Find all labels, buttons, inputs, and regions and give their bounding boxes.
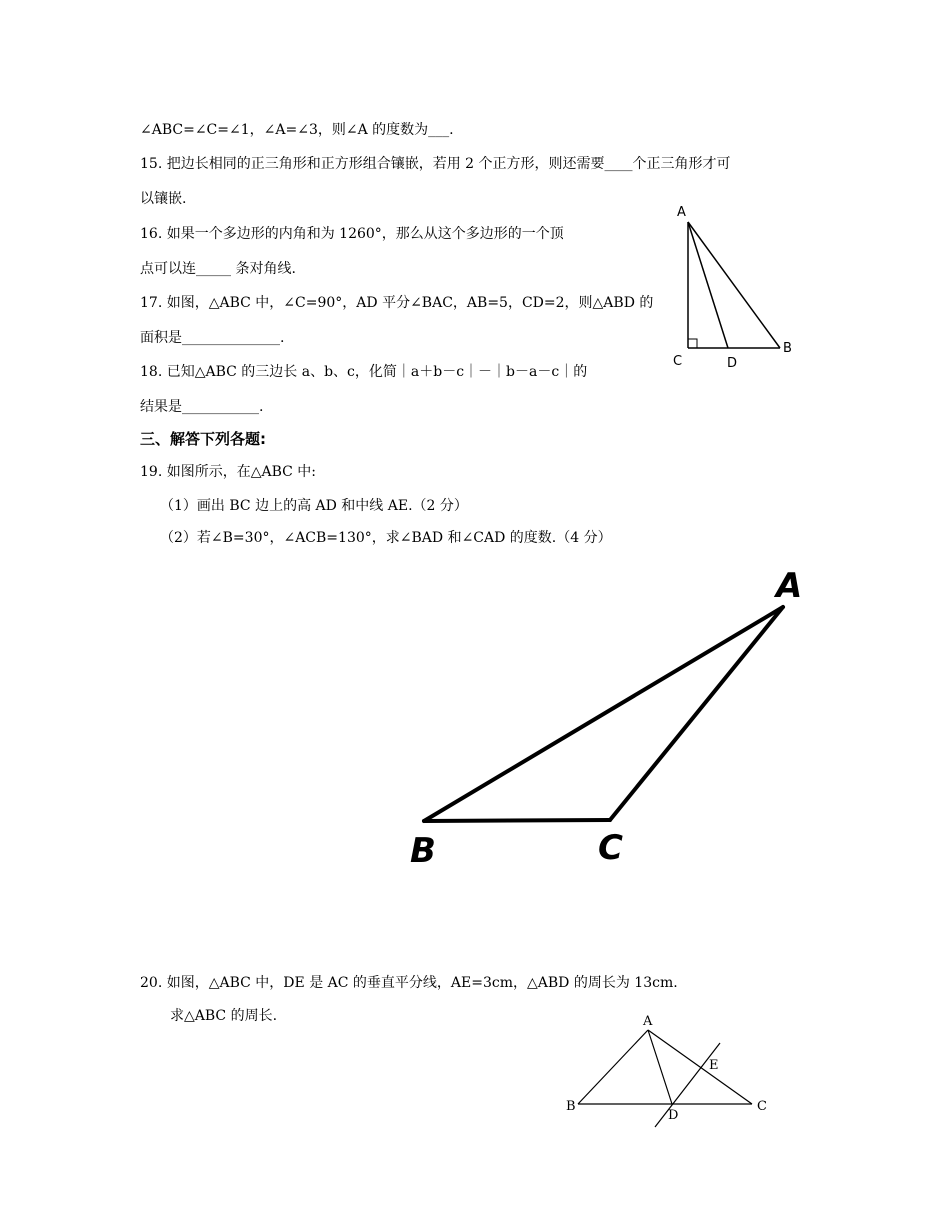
fig17-label-c: C <box>673 354 683 369</box>
question-14-tail: ∠ABC=∠C=∠1，∠A=∠3，则∠A 的度数为___. <box>140 122 454 138</box>
fig20-segment-ad <box>648 1030 672 1104</box>
fig19-label-c: C <box>598 828 623 868</box>
question-17-line1: 17. 如图，△ABC 中，∠C=90°，AD 平分∠BAC，AB=5，CD=2，则△ABD 的 <box>140 295 654 311</box>
question-19-part2: （2）若∠B=30°，∠ACB=130°，求∠BAD 和∠CAD 的度数.（4 分） <box>160 530 612 546</box>
fig17-label-b: B <box>783 341 792 356</box>
question-15-line1: 15. 把边长相同的正三角形和正方形组合镶嵌，若用 2 个正方形，则还需要____个正三角形才可 <box>140 156 731 172</box>
fig20-label-d: D <box>668 1108 679 1123</box>
section-heading: 三、解答下列各题: <box>140 430 266 448</box>
question-16-line1: 16. 如果一个多边形的内角和为 1260°，那么从这个多边形的一个顶 <box>140 226 564 242</box>
fig19-label-b: B <box>410 831 436 871</box>
fig20-label-e: E <box>709 1058 719 1073</box>
question-20-line2: 求△ABC 的周长. <box>170 1008 278 1024</box>
question-20-line1: 20. 如图，△ABC 中，DE 是 AC 的垂直平分线，AE=3cm，△ABD 的周长为 13cm. <box>140 975 678 991</box>
question-19-part1: （1）画出 BC 边上的高 AD 和中线 AE.（2 分） <box>160 498 468 514</box>
question-18-line2: 结果是___________. <box>140 399 264 415</box>
fig17-label-d: D <box>727 356 738 371</box>
question-18-line1: 18. 已知△ABC 的三边长 a、b、c，化简｜a＋b－c｜－｜b－a－c｜的 <box>140 364 588 380</box>
fig20-perpendicular-bisector <box>655 1043 720 1127</box>
question-17-line2: 面积是______________. <box>140 330 285 346</box>
fig19-label-a: A <box>776 566 803 606</box>
fig17-label-a: A <box>677 205 686 220</box>
fig20-side-ac <box>648 1030 752 1104</box>
question-19-stem: 19. 如图所示，在△ABC 中: <box>140 464 317 480</box>
fig20-label-b: B <box>566 1099 576 1114</box>
question-16-line2: 点可以连_____ 条对角线. <box>140 261 296 277</box>
question-15-line2: 以镶嵌. <box>140 191 187 207</box>
fig20-side-ab <box>578 1030 648 1104</box>
fig20-label-a: A <box>643 1014 653 1029</box>
fig20-label-c: C <box>757 1099 767 1114</box>
